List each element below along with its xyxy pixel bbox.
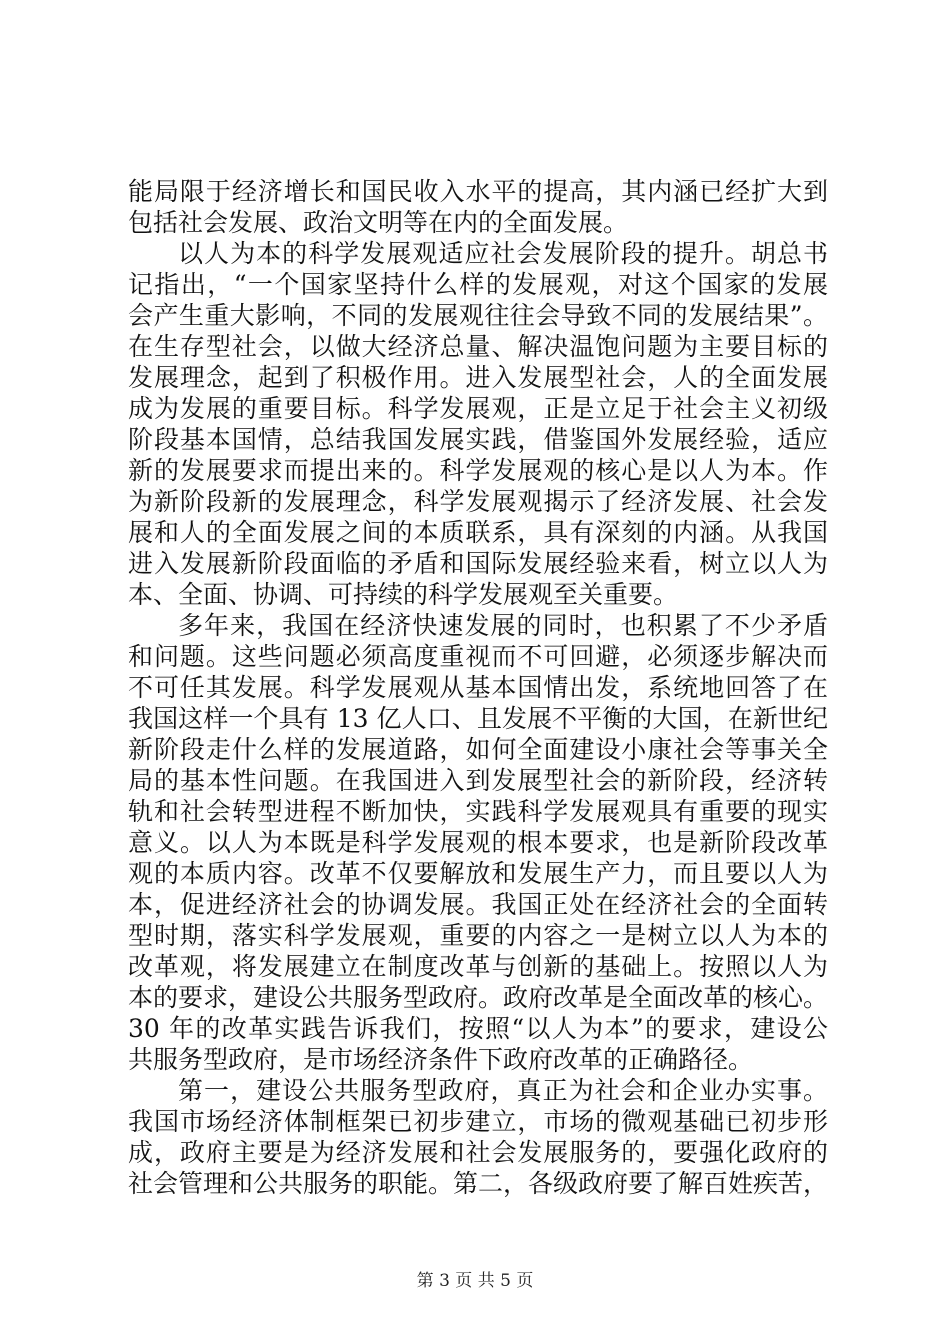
text-line: 以人为本的科学发展观适应社会发展阶段的提升。胡总书 <box>178 239 828 268</box>
text-line: 阶段基本国情，总结我国发展实践，借鉴国外发展经验，适应 <box>128 425 828 454</box>
text-line: 发展理念，起到了积极作用。进入发展型社会，人的全面发展 <box>128 363 828 392</box>
text-line: 本，促进经济社会的协调发展。我国正处在经济社会的全面转 <box>128 890 828 919</box>
text-line: 成，政府主要是为经济发展和社会发展服务的，要强化政府的 <box>128 1138 828 1167</box>
text-line: 第一，建设公共服务型政府，真正为社会和企业办实事。 <box>178 1076 828 1105</box>
text-line: 观的本质内容。改革不仅要解放和发展生产力，而且要以人为 <box>128 859 828 888</box>
text-line: 我国这样一个具有 13 亿人口、且发展不平衡的大国，在新世纪 <box>128 704 828 733</box>
text-line: 在生存型社会，以做大经济总量、解决温饱问题为主要目标的 <box>128 332 828 361</box>
text-line: 型时期，落实科学发展观，重要的内容之一是树立以人为本的 <box>128 921 828 950</box>
text-line: 改革观，将发展建立在制度改革与创新的基础上。按照以人为 <box>128 952 828 981</box>
text-line: 本、全面、协调、可持续的科学发展观至关重要。 <box>128 580 679 609</box>
text-line: 30 年的改革实践告诉我们，按照“以人为本”的要求，建设公 <box>128 1014 828 1043</box>
text-line: 新阶段走什么样的发展道路，如何全面建设小康社会等事关全 <box>128 735 828 764</box>
text-line: 我国市场经济体制框架已初步建立，市场的微观基础已初步形 <box>128 1107 828 1136</box>
text-line: 能局限于经济增长和国民收入水平的提高，其内涵已经扩大到 <box>128 177 828 206</box>
text-line: 共服务型政府，是市场经济条件下政府改革的正确路径。 <box>128 1045 754 1074</box>
page-number-footer: 第 3 页 共 5 页 <box>416 1271 534 1291</box>
text-line: 不可任其发展。科学发展观从基本国情出发，系统地回答了在 <box>128 673 828 702</box>
document-body <box>128 176 828 1199</box>
text-line: 记指出，“一个国家坚持什么样的发展观，对这个国家的发展 <box>128 270 828 299</box>
text-line: 和问题。这些问题必须高度重视而不可回避，必须逐步解决而 <box>128 642 828 671</box>
text-line: 局的基本性问题。在我国进入到发展型社会的新阶段，经济转 <box>128 766 828 795</box>
text-line: 多年来，我国在经济快速发展的同时，也积累了不少矛盾 <box>178 611 828 640</box>
text-line: 本的要求，建设公共服务型政府。政府改革是全面改革的核心。 <box>128 983 829 1012</box>
text-line: 进入发展新阶段面临的矛盾和国际发展经验来看，树立以人为 <box>128 549 828 578</box>
text-line: 会产生重大影响，不同的发展观往往会导致不同的发展结果”。 <box>128 301 828 330</box>
text-line: 新的发展要求而提出来的。科学发展观的核心是以人为本。作 <box>128 456 828 485</box>
text-line: 成为发展的重要目标。科学发展观，正是立足于社会主义初级 <box>128 394 828 423</box>
text-line: 社会管理和公共服务的职能。第二，各级政府要了解百姓疾苦， <box>128 1169 829 1198</box>
text-line: 意义。以人为本既是科学发展观的根本要求，也是新阶段改革 <box>128 828 828 857</box>
text-line: 轨和社会转型进程不断加快，实践科学发展观具有重要的现实 <box>128 797 828 826</box>
text-line: 展和人的全面发展之间的本质联系，具有深刻的内涵。从我国 <box>128 518 828 547</box>
text-line: 包括社会发展、政治文明等在内的全面发展。 <box>128 208 629 237</box>
text-line: 为新阶段新的发展理念，科学发展观揭示了经济发展、社会发 <box>128 487 828 516</box>
